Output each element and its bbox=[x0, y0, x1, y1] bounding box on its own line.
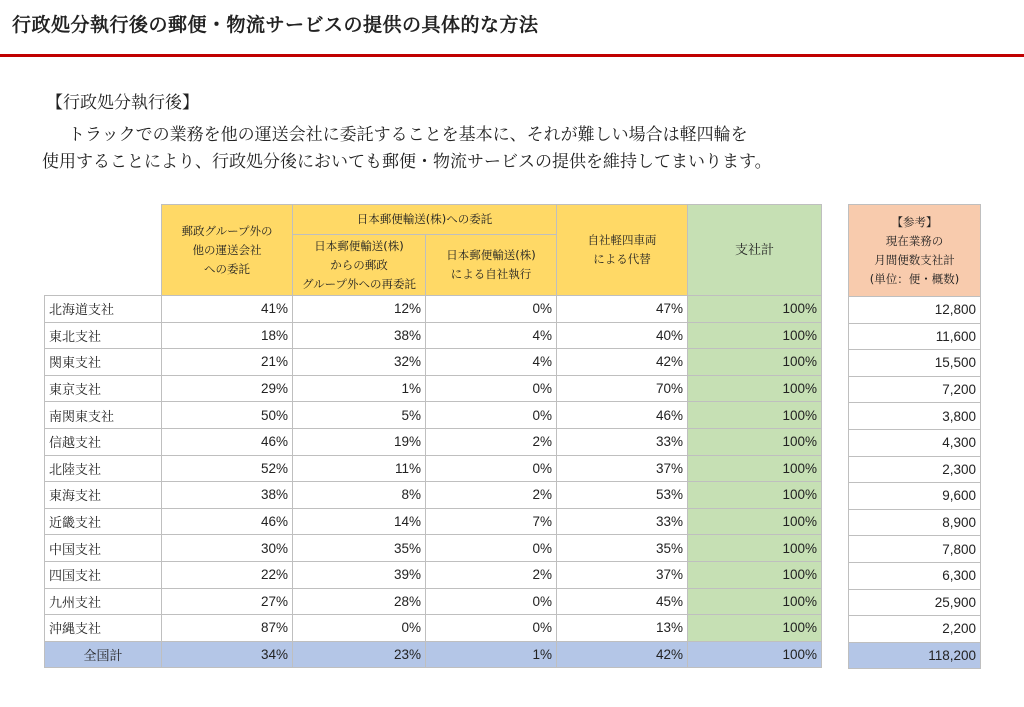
branch-total-cell: 100% bbox=[688, 402, 822, 429]
table-row bbox=[45, 482, 822, 509]
reference-total-row bbox=[849, 642, 981, 669]
monthly-trips-cell: 8,900 bbox=[849, 509, 981, 536]
subcontract-cell: 23% bbox=[293, 641, 426, 668]
header-line: 日本郵便輸送(株) bbox=[314, 238, 404, 253]
title-divider bbox=[0, 54, 1024, 57]
outside-carrier-cell: 27% bbox=[162, 588, 293, 615]
table-row bbox=[45, 402, 822, 429]
header-line: 自社軽四車両 bbox=[587, 233, 657, 247]
branch-name-cell: 北海道支社 bbox=[45, 296, 162, 323]
monthly-trips-cell: 4,300 bbox=[849, 429, 981, 456]
branch-total-cell: 100% bbox=[688, 455, 822, 482]
table-row bbox=[45, 561, 822, 588]
reference-row bbox=[849, 403, 981, 430]
table-row bbox=[45, 428, 822, 455]
monthly-trips-cell: 12,800 bbox=[849, 297, 981, 324]
branch-name-cell: 南関東支社 bbox=[45, 402, 162, 429]
branch-total-cell: 100% bbox=[688, 535, 822, 562]
monthly-trips-cell: 6,300 bbox=[849, 562, 981, 589]
reference-row bbox=[849, 509, 981, 536]
own-vehicle-cell: 46% bbox=[557, 402, 688, 429]
header-line: 現在業務の bbox=[885, 233, 944, 248]
page-title: 行政処分執行後の郵便・物流サービスの提供の具体的な方法 bbox=[12, 14, 539, 36]
header-line: (単位：便・概数) bbox=[869, 271, 960, 286]
subcontract-cell: 35% bbox=[293, 535, 426, 562]
monthly-trips-cell: 2,200 bbox=[849, 616, 981, 643]
header-line: グループ外への再委託 bbox=[301, 276, 417, 291]
allocation-table bbox=[44, 204, 822, 668]
outside-carrier-cell: 87% bbox=[162, 615, 293, 642]
own-vehicle-cell: 53% bbox=[557, 482, 688, 509]
reference-row bbox=[849, 376, 981, 403]
subcontract-cell: 39% bbox=[293, 561, 426, 588]
self-execution-cell: 1% bbox=[426, 641, 557, 668]
self-execution-cell: 0% bbox=[426, 535, 557, 562]
branch-total-cell: 100% bbox=[688, 615, 822, 642]
branch-total-cell: 100% bbox=[688, 428, 822, 455]
own-vehicle-cell: 47% bbox=[557, 296, 688, 323]
section-title: 【行政処分執行後】 bbox=[46, 93, 199, 113]
outside-carrier-cell: 50% bbox=[162, 402, 293, 429]
self-execution-cell: 0% bbox=[426, 296, 557, 323]
branch-name-cell: 近畿支社 bbox=[45, 508, 162, 535]
header-line: 月間便数支社計 bbox=[874, 252, 955, 267]
own-vehicle-cell: 42% bbox=[557, 641, 688, 668]
table-row bbox=[45, 375, 822, 402]
subcontract-cell: 14% bbox=[293, 508, 426, 535]
subcontract-cell: 32% bbox=[293, 349, 426, 376]
self-execution-cell: 2% bbox=[426, 428, 557, 455]
header-line: 日本郵便輸送(株) bbox=[446, 248, 536, 262]
outside-carrier-cell: 30% bbox=[162, 535, 293, 562]
table-row bbox=[45, 349, 822, 376]
paragraph-line-2: 使用することにより、行政処分後においても郵便・物流サービスの提供を維持してまいります。 bbox=[42, 152, 772, 172]
outside-carrier-cell: 29% bbox=[162, 375, 293, 402]
branch-name-cell: 四国支社 bbox=[45, 561, 162, 588]
branch-name-cell: 東海支社 bbox=[45, 482, 162, 509]
outside-carrier-cell: 21% bbox=[162, 349, 293, 376]
self-execution-cell: 4% bbox=[426, 349, 557, 376]
header-line: による代替 bbox=[593, 252, 651, 266]
subcontract-cell: 28% bbox=[293, 588, 426, 615]
monthly-trips-cell: 15,500 bbox=[849, 350, 981, 377]
outside-carrier-cell: 34% bbox=[162, 641, 293, 668]
outside-carrier-cell: 22% bbox=[162, 561, 293, 588]
subcontract-cell: 19% bbox=[293, 428, 426, 455]
table-row bbox=[45, 588, 822, 615]
branch-name-cell: 関東支社 bbox=[45, 349, 162, 376]
outside-carrier-cell: 46% bbox=[162, 428, 293, 455]
paragraph-line-1: トラックでの業務を他の運送会社に委託することを基本に、それが難しい場合は軽四輪を bbox=[68, 125, 748, 145]
header-line: への委託 bbox=[204, 261, 250, 276]
branch-total-cell: 100% bbox=[688, 375, 822, 402]
branch-total-cell: 100% bbox=[688, 482, 822, 509]
self-execution-cell: 0% bbox=[426, 455, 557, 482]
reference-table bbox=[848, 204, 981, 669]
own-vehicle-cell: 70% bbox=[557, 375, 688, 402]
total-row bbox=[45, 641, 822, 668]
header-line: からの郵政 bbox=[330, 257, 388, 272]
monthly-trips-cell: 2,300 bbox=[849, 456, 981, 483]
subcontract-cell: 8% bbox=[293, 482, 426, 509]
own-vehicle-cell: 13% bbox=[557, 615, 688, 642]
subcontract-cell: 5% bbox=[293, 402, 426, 429]
subcontract-cell: 1% bbox=[293, 375, 426, 402]
self-execution-cell: 0% bbox=[426, 402, 557, 429]
own-vehicle-cell: 33% bbox=[557, 428, 688, 455]
branch-total-cell: 100% bbox=[688, 322, 822, 349]
branch-total-cell: 100% bbox=[688, 641, 822, 668]
branch-name-cell: 中国支社 bbox=[45, 535, 162, 562]
branch-total-cell: 100% bbox=[688, 588, 822, 615]
branch-name-cell: 九州支社 bbox=[45, 588, 162, 615]
self-execution-cell: 2% bbox=[426, 482, 557, 509]
header-reference bbox=[849, 205, 981, 297]
monthly-trips-cell: 9,600 bbox=[849, 483, 981, 510]
header-own-light-vehicle bbox=[557, 205, 688, 296]
branch-name-cell: 信越支社 bbox=[45, 428, 162, 455]
own-vehicle-cell: 45% bbox=[557, 588, 688, 615]
table-row bbox=[45, 322, 822, 349]
monthly-trips-cell: 25,900 bbox=[849, 589, 981, 616]
reference-row bbox=[849, 616, 981, 643]
subcontract-cell: 12% bbox=[293, 296, 426, 323]
subcontract-cell: 11% bbox=[293, 455, 426, 482]
reference-row bbox=[849, 429, 981, 456]
own-vehicle-cell: 33% bbox=[557, 508, 688, 535]
header-line: 他の運送会社 bbox=[192, 242, 262, 257]
monthly-trips-cell: 7,200 bbox=[849, 376, 981, 403]
branch-name-cell: 東北支社 bbox=[45, 322, 162, 349]
outside-carrier-cell: 41% bbox=[162, 296, 293, 323]
header-branch-total: 支社計 bbox=[688, 205, 822, 296]
header-line: 郵政グループ外の bbox=[181, 223, 273, 238]
reference-row bbox=[849, 456, 981, 483]
reference-row bbox=[849, 562, 981, 589]
outside-carrier-cell: 46% bbox=[162, 508, 293, 535]
monthly-trips-cell: 3,800 bbox=[849, 403, 981, 430]
own-vehicle-cell: 37% bbox=[557, 455, 688, 482]
branch-name-cell: 北陸支社 bbox=[45, 455, 162, 482]
table-row bbox=[45, 296, 822, 323]
own-vehicle-cell: 37% bbox=[557, 561, 688, 588]
branch-name-cell: 全国計 bbox=[45, 641, 162, 668]
subcontract-cell: 0% bbox=[293, 615, 426, 642]
table-row bbox=[45, 508, 822, 535]
branch-name-cell: 沖縄支社 bbox=[45, 615, 162, 642]
reference-row bbox=[849, 536, 981, 563]
reference-row bbox=[849, 350, 981, 377]
self-execution-cell: 4% bbox=[426, 322, 557, 349]
header-outside-carrier bbox=[162, 205, 293, 296]
outside-carrier-cell: 18% bbox=[162, 322, 293, 349]
outside-carrier-cell: 38% bbox=[162, 482, 293, 509]
self-execution-cell: 0% bbox=[426, 588, 557, 615]
monthly-trips-cell: 118,200 bbox=[849, 642, 981, 669]
header-subcontract bbox=[293, 235, 426, 296]
table-row bbox=[45, 535, 822, 562]
reference-row bbox=[849, 483, 981, 510]
header-line: による自社執行 bbox=[450, 267, 532, 281]
self-execution-cell: 0% bbox=[426, 615, 557, 642]
branch-total-cell: 100% bbox=[688, 508, 822, 535]
reference-row bbox=[849, 297, 981, 324]
reference-row bbox=[849, 589, 981, 616]
table-row bbox=[45, 455, 822, 482]
own-vehicle-cell: 40% bbox=[557, 322, 688, 349]
corner-cell bbox=[45, 205, 162, 296]
self-execution-cell: 0% bbox=[426, 375, 557, 402]
table-row bbox=[45, 615, 822, 642]
branch-total-cell: 100% bbox=[688, 349, 822, 376]
monthly-trips-cell: 11,600 bbox=[849, 323, 981, 350]
header-self-execution bbox=[426, 235, 557, 296]
reference-row bbox=[849, 323, 981, 350]
header-group-jp-transport: 日本郵便輸送(株)への委託 bbox=[293, 205, 557, 235]
self-execution-cell: 7% bbox=[426, 508, 557, 535]
self-execution-cell: 2% bbox=[426, 561, 557, 588]
monthly-trips-cell: 7,800 bbox=[849, 536, 981, 563]
subcontract-cell: 38% bbox=[293, 322, 426, 349]
branch-total-cell: 100% bbox=[688, 296, 822, 323]
branch-total-cell: 100% bbox=[688, 561, 822, 588]
header-line: 【参考】 bbox=[891, 214, 938, 229]
own-vehicle-cell: 35% bbox=[557, 535, 688, 562]
branch-name-cell: 東京支社 bbox=[45, 375, 162, 402]
outside-carrier-cell: 52% bbox=[162, 455, 293, 482]
own-vehicle-cell: 42% bbox=[557, 349, 688, 376]
description-paragraph bbox=[42, 122, 1002, 176]
